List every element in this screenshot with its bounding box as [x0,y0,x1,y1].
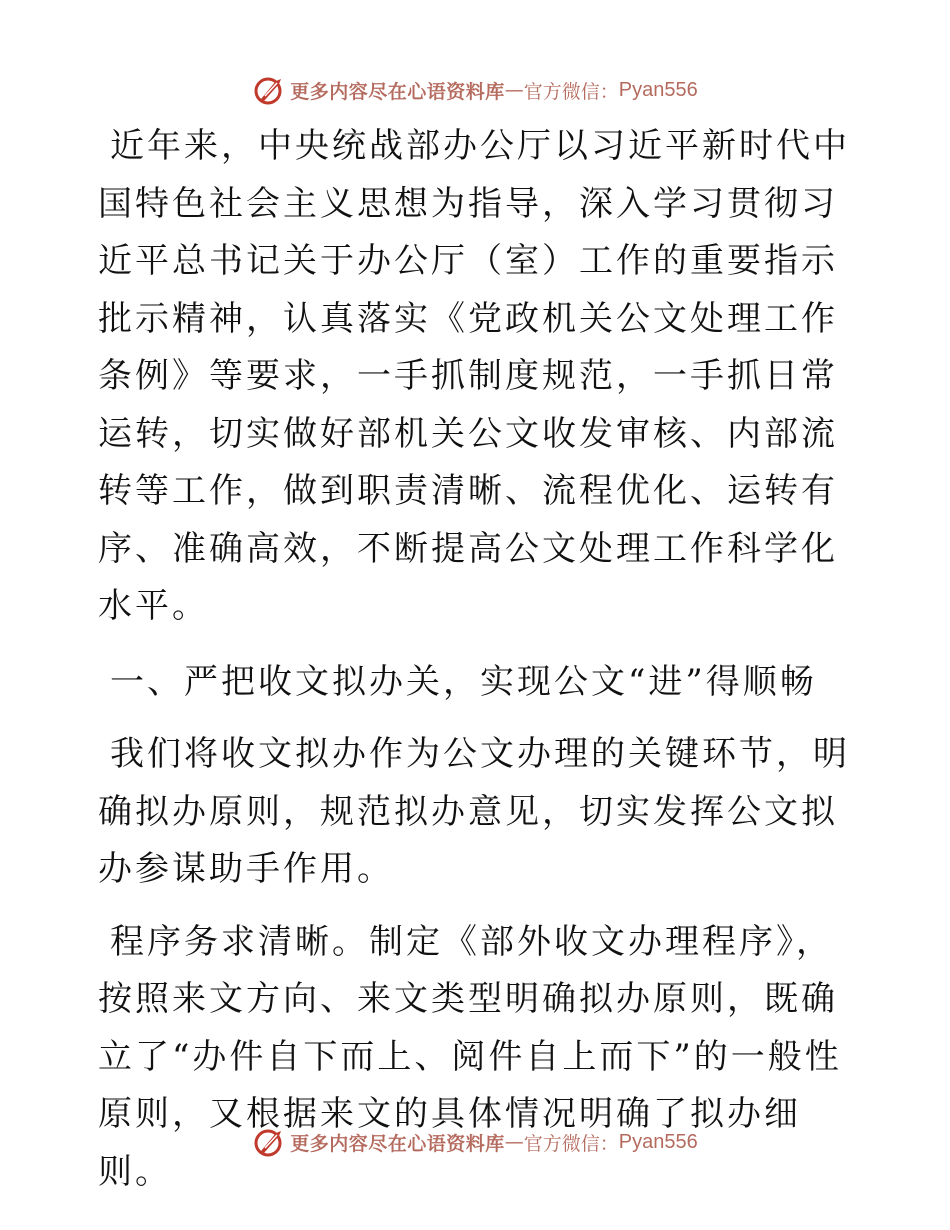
watermark-id: Pyan556 [618,78,698,101]
document-body [98,118,858,1201]
watermark-separator: — [504,1131,524,1153]
watermark-label: 官方微信： [523,80,619,103]
paragraph-section-intro: 我们将收文拟办作为公文办理的关键环节，明确拟办原则，规范拟办意见，切实发挥公文拟办参谋助手作用。 [98,734,850,889]
watermark-label: 官方微信： [523,1132,619,1155]
pen-nib-logo-icon [252,1125,286,1159]
pen-nib-logo-icon [252,73,286,107]
paragraph-procedure: 程序务求清晰。制定《部外收文办理程序》，按照来文方向、来文类型明确拟办原则，既确立了“办件自下而上、阅件自上而下”的一般性原则，又根据来文的具体情况明确了拟办细则。 [98,921,842,1192]
header-watermark [0,70,950,110]
section-heading: 一、严把收文拟办关，实现公文“进”得顺畅 [110,661,817,702]
watermark-main-text: 更多内容尽在心语资料库 [290,80,505,103]
watermark-id: Pyan556 [618,1130,698,1153]
paragraph-intro: 近年来，中央统战部办公厅以习近平新时代中国特色社会主义思想为指导，深入学习贯彻习近平总书记关于办公厅（室）工作的重要指示批示精神，认真落实《党政机关公文处理工作条例》等要求，一手抓制度规范，一手抓日常运转，切实做好部机关公文收发审核、内部流转等工作，做到职责清晰、流程优化、运转有序、准确高效，不断提高公文处理工作科学化水平。 [98,126,850,626]
watermark-main-text: 更多内容尽在心语资料库 [290,1132,505,1155]
watermark-separator: — [504,79,524,101]
footer-watermark [0,1122,950,1162]
